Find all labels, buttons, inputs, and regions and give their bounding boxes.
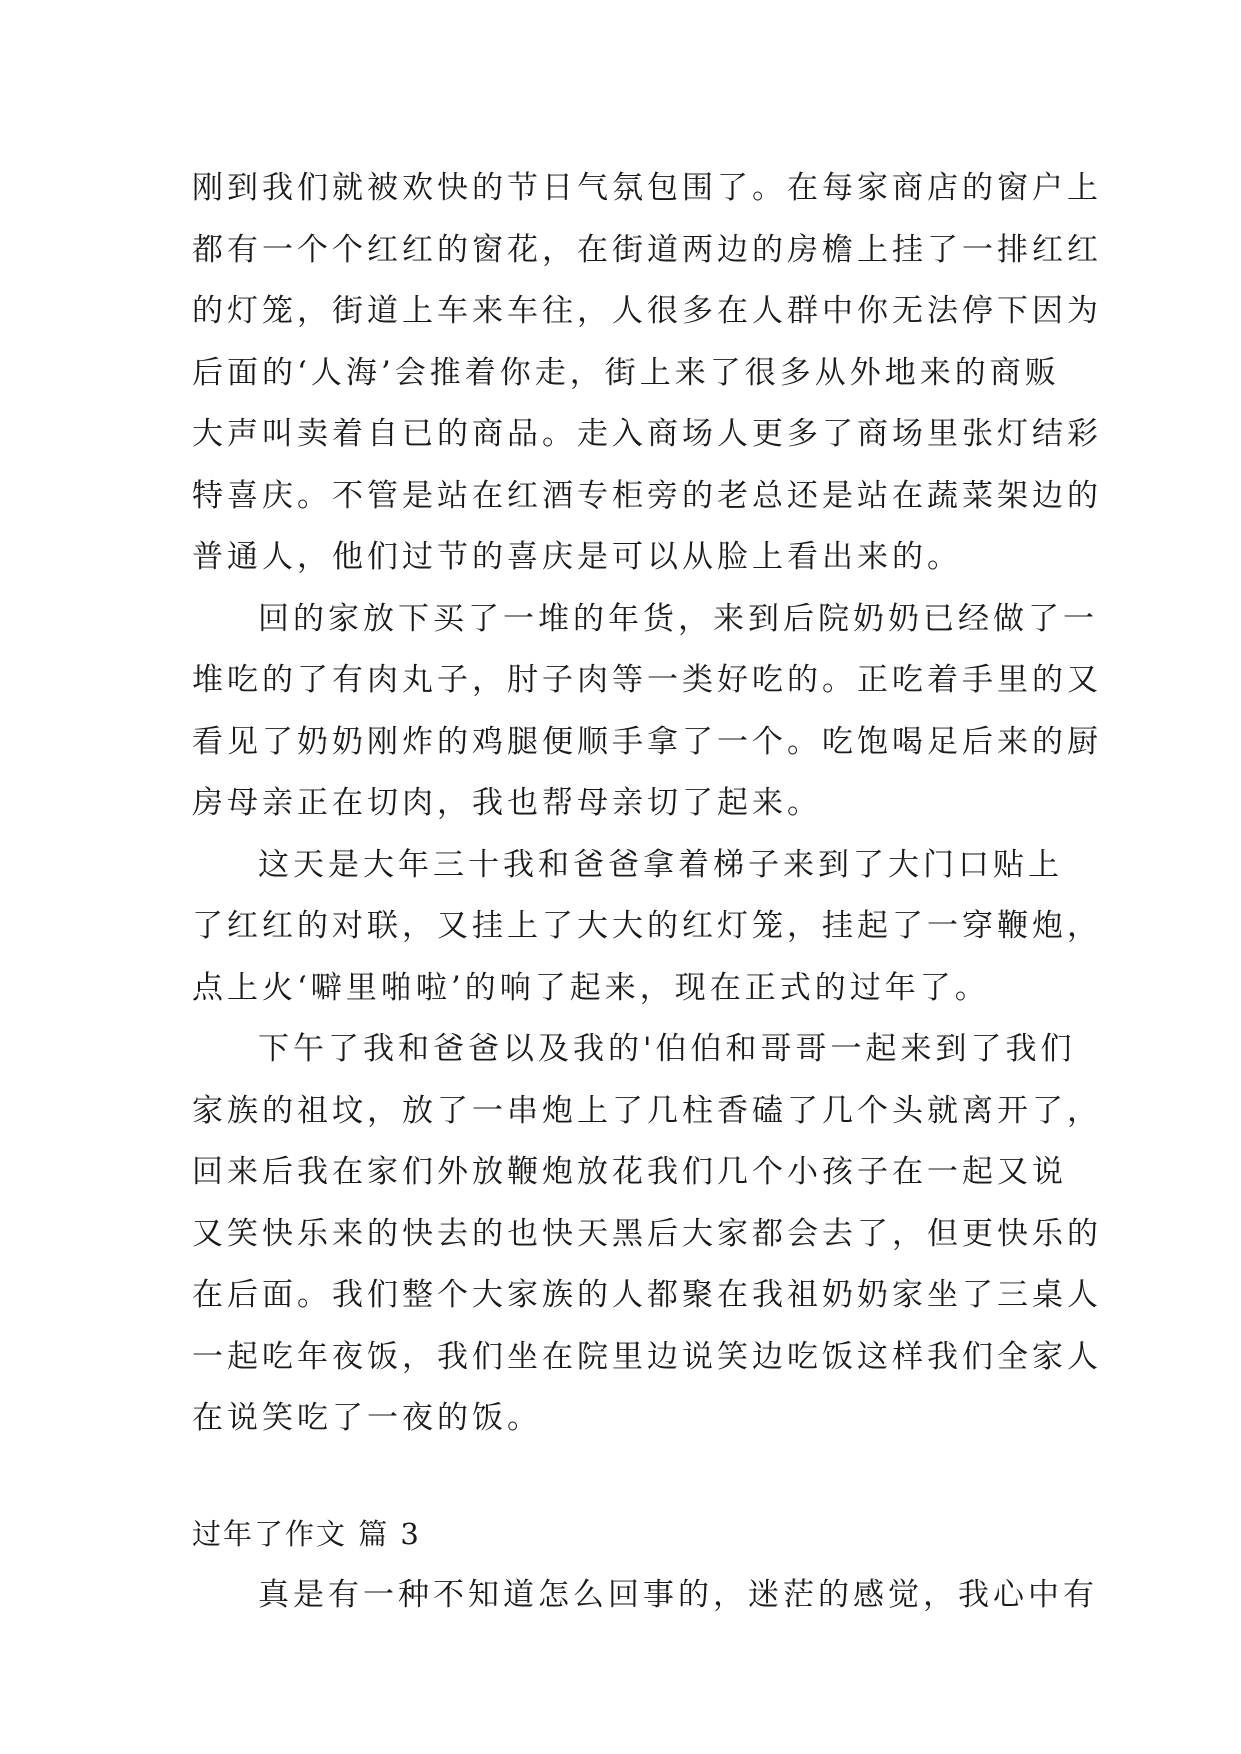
text-line: 看见了奶奶刚炸的鸡腿便顺手拿了一个。吃饱喝足后来的厨 [192, 723, 1102, 760]
text-line: 回的家放下买了一堆的年货，来到后院奶奶已经做了一 [258, 600, 1098, 637]
text-line: 一起吃年夜饭，我们坐在院里边说笑边吃饭这样我们全家人 [192, 1338, 1102, 1375]
text-line: 下午了我和爸爸以及我的'伯伯和哥哥一起来到了我们 [258, 1031, 1076, 1067]
text-line: 在说笑吃了一夜的饭。 [192, 1400, 542, 1436]
text-line: 特喜庆。不管是站在红酒专柜旁的老总还是站在蔬菜架边的 [192, 477, 1102, 514]
text-line: 后面的‘人海’会推着你走，街上来了很多从外地来的商贩 [192, 354, 1060, 391]
paragraph-5 [192, 1565, 1098, 1627]
text-line: 在后面。我们整个大家族的人都聚在我祖奶奶家坐了三桌人 [192, 1277, 1102, 1313]
paragraph-3 [192, 835, 1102, 1020]
text-line: 又笑快乐来的快去的也快天黑后大家都会去了，但更快乐的 [192, 1215, 1102, 1252]
text-line: 都有一个个红红的窗花，在街道两边的房檐上挂了一排红红 [192, 231, 1102, 268]
text-line: 回来后我在家们外放鞭炮放花我们几个小孩子在一起又说 [192, 1154, 1067, 1190]
document-page [192, 158, 1102, 1627]
text-line: 房母亲正在切肉，我也帮母亲切了起来。 [192, 785, 822, 821]
text-line: 点上火‘噼里啪啦’的响了起来，现在正式的过年了。 [192, 969, 990, 1006]
text-line: 了红红的对联，又挂上了大大的红灯笼，挂起了一穿鞭炮， [192, 908, 1102, 944]
paragraph-1 [192, 158, 1102, 589]
text-line: 刚到我们就被欢快的节日气氛包围了。在每家商店的窗户上 [192, 170, 1102, 206]
text-line: 大声叫卖着自已的商品。走入商场人更多了商场里张灯结彩 [192, 416, 1102, 452]
text-line: 的灯笼，街道上车来车往，人很多在人群中你无法停下因为 [192, 293, 1102, 329]
text-line: 普通人，他们过节的喜庆是可以从脸上看出来的。 [192, 539, 962, 575]
text-line: 真是有一种不知道怎么回事的，迷茫的感觉，我心中有 [258, 1577, 1098, 1613]
section-heading: 过年了作文 篇 3 [192, 1516, 421, 1551]
text-line: 这天是大年三十我和爸爸拿着梯子来到了大门口贴上 [258, 846, 1063, 883]
paragraph-2 [192, 589, 1102, 835]
section-spacer [192, 1450, 1052, 1504]
paragraph-4 [192, 1019, 1102, 1450]
text-line: 家族的祖坟，放了一串炮上了几柱香磕了几个头就离开了， [192, 1092, 1102, 1129]
text-line: 堆吃的了有肉丸子，肘子肉等一类好吃的。正吃着手里的又 [192, 662, 1102, 698]
